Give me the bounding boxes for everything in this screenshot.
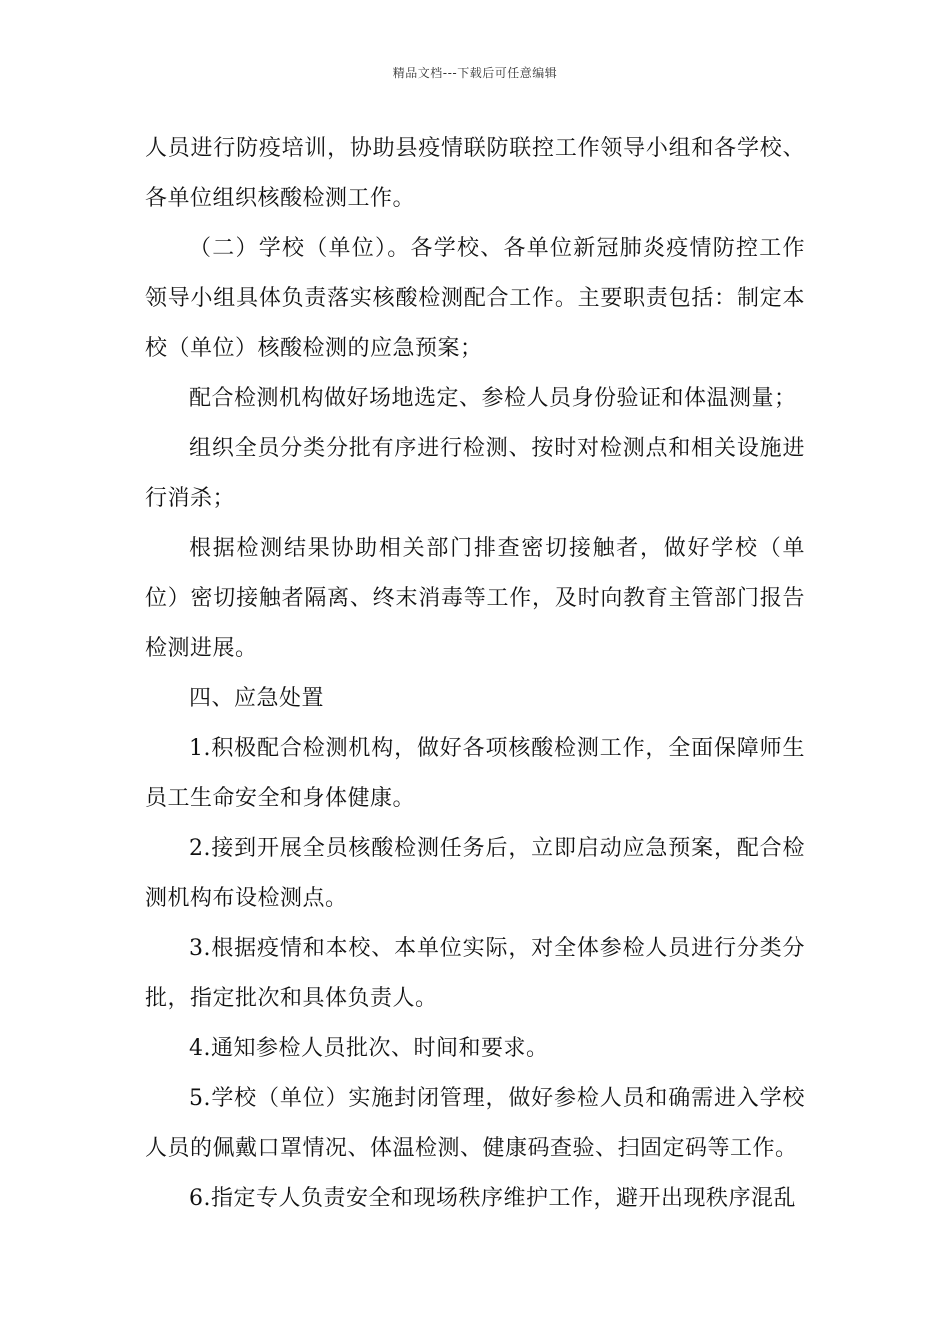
list-item-5: 5.学校（单位）实施封闭管理，做好参检人员和确需进入学校人员的佩戴口罩情况、体温检测、健康码查验、扫固定码等工作。: [145, 1086, 805, 1161]
paragraph-school-unit: （二）学校（单位）。各学校、各单位新冠肺炎疫情防控工作领导小组具体负责落实核酸检测配合工作。主要职责包括：制定本校（单位）核酸检测的应急预案；: [145, 236, 805, 361]
list-item-2: 2.接到开展全员核酸检测任务后，立即启动应急预案，配合检测机构布设检测点。: [145, 836, 805, 911]
section-heading-emergency: 四、应急处置: [189, 686, 325, 711]
list-item-1: 1.积极配合检测机构，做好各项核酸检测工作，全面保障师生员工生命安全和身体健康。: [145, 736, 805, 811]
paragraph-batch-testing: 组织全员分类分批有序进行检测、按时对检测点和相关设施进行消杀；: [145, 436, 805, 511]
list-item-4: 4.通知参检人员批次、时间和要求。: [189, 1036, 549, 1061]
paragraph-training: 人员进行防疫培训，协助县疫情联防联控工作领导小组和各学校、各单位组织核酸检测工作。: [145, 136, 805, 211]
list-item-3: 3.根据疫情和本校、本单位实际，对全体参检人员进行分类分批，指定批次和具体负责人。: [145, 936, 805, 1011]
document-body: [145, 124, 805, 1224]
paragraph-site-selection: 配合检测机构做好场地选定、参检人员身份验证和体温测量；: [189, 386, 797, 411]
list-item-6: 6.指定专人负责安全和现场秩序维护工作，避开出现秩序混乱: [189, 1186, 796, 1211]
paragraph-close-contacts: 根据检测结果协助相关部门排查密切接触者，做好学校（单位）密切接触者隔离、终末消毒等工作，及时向教育主管部门报告检测进展。: [145, 536, 805, 661]
page-header: 精品文档---下载后可任意编辑: [392, 66, 558, 80]
